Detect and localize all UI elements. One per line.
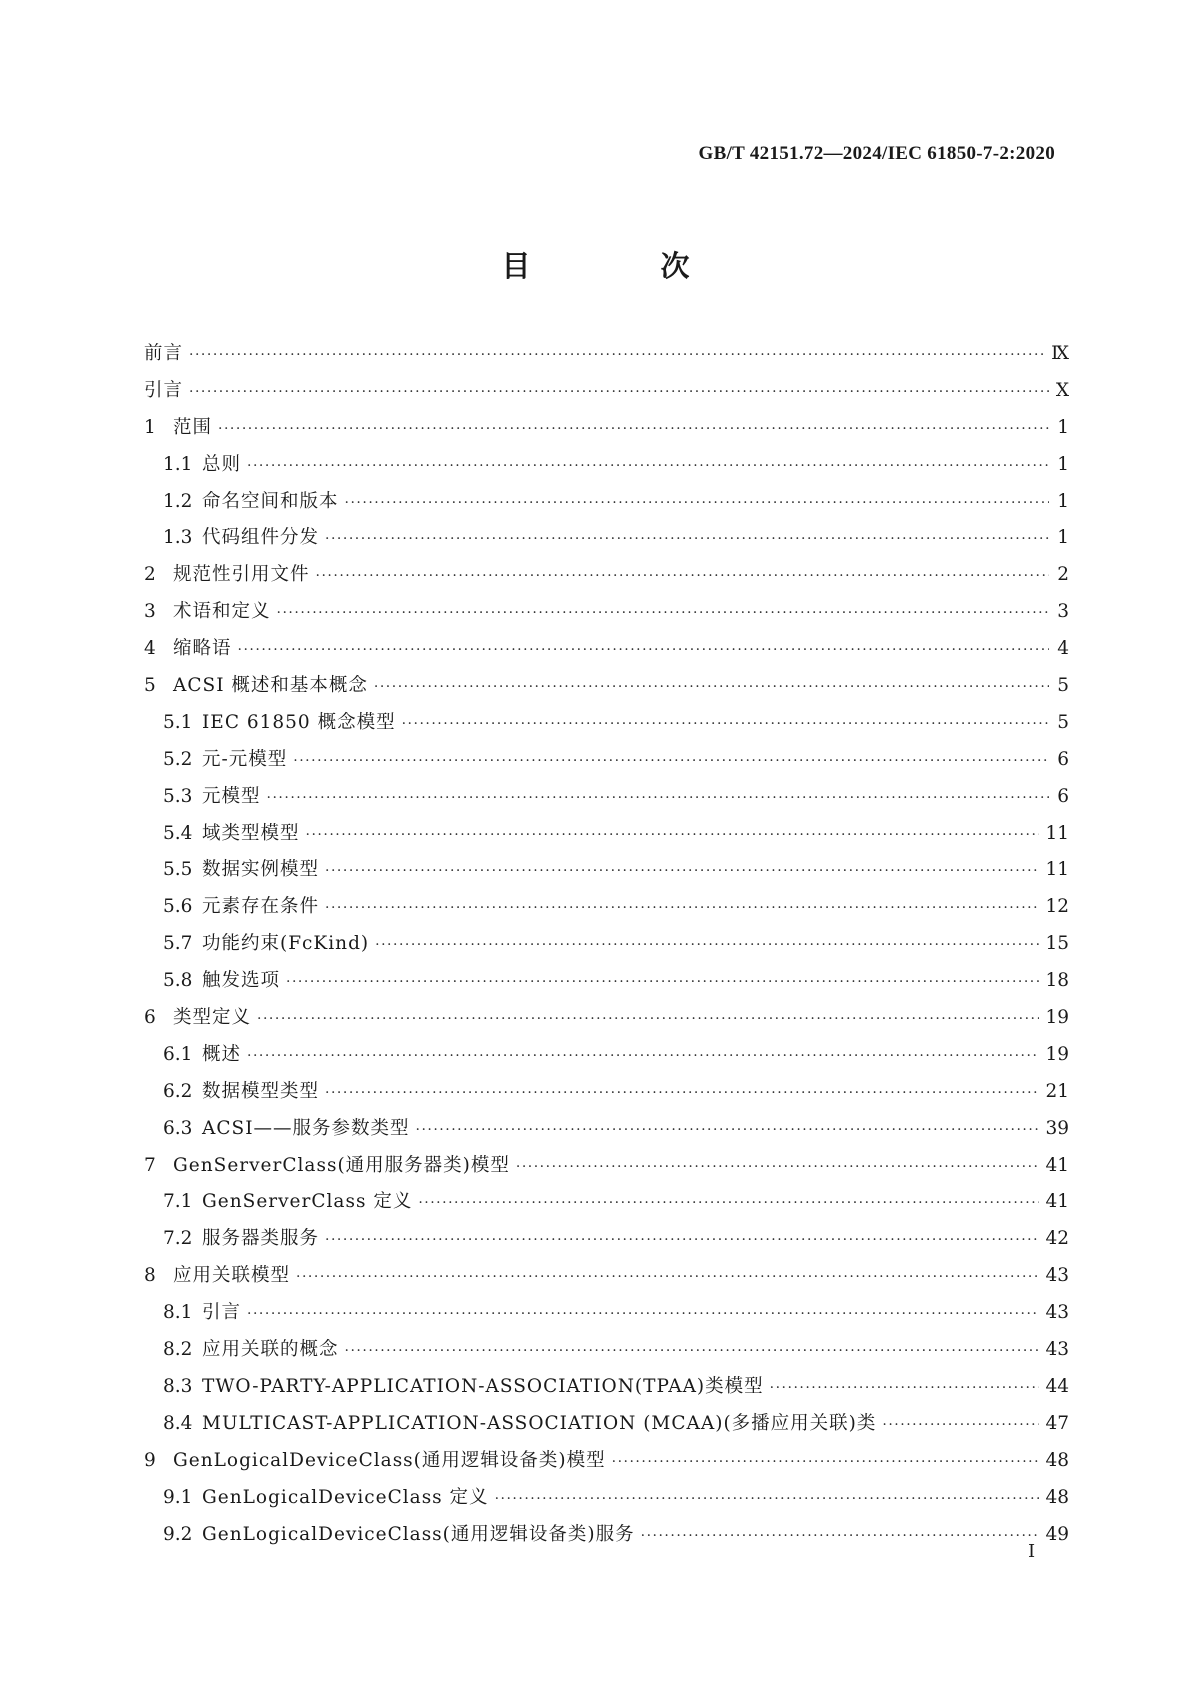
toc-entry-title: GenLogicalDeviceClass(通用逻辑设备类)服务: [202, 1523, 635, 1545]
toc-entry-number: 9.1: [163, 1486, 193, 1508]
toc-entry-page: 19: [1045, 1007, 1069, 1029]
toc-entry-number: 5.4: [163, 822, 193, 844]
toc-entry-page: 11: [1045, 859, 1069, 881]
toc-entry-title: GenLogicalDeviceClass 定义: [202, 1486, 489, 1508]
toc-entry-number: 8.1: [163, 1302, 193, 1324]
page-number: I: [1028, 1541, 1036, 1562]
toc-entry-page: 1: [1057, 416, 1069, 438]
toc-entry-page: 39: [1045, 1117, 1069, 1139]
toc-leader-dots: [641, 1528, 1040, 1544]
toc-entry-number: 5.3: [163, 785, 193, 807]
toc-leader-dots: [267, 790, 1049, 806]
toc-entry[interactable]: [144, 1372, 1069, 1409]
toc-entry[interactable]: [144, 1483, 1069, 1520]
toc-entry-number: 4: [144, 638, 156, 660]
toc-entry-title: GenServerClass(通用服务器类)模型: [173, 1154, 510, 1176]
toc-entry-title: 应用关联的概念: [202, 1339, 339, 1361]
toc-leader-dots: [238, 642, 1049, 658]
toc-entry[interactable]: [144, 597, 1069, 634]
toc-entry-number: 3: [144, 601, 156, 623]
toc-entry-number: 1: [144, 416, 156, 438]
toc-leader-dots: [325, 900, 1039, 916]
toc-entry-title: 引言: [202, 1302, 242, 1324]
toc-leader-dots: [345, 495, 1049, 511]
toc-leader-dots: [325, 1085, 1039, 1101]
toc-entry-number: 7.2: [163, 1228, 193, 1250]
toc-leader-dots: [247, 458, 1049, 474]
toc-entry-page: 21: [1045, 1080, 1069, 1102]
toc-leader-dots: [277, 605, 1049, 621]
toc-entry-page: 48: [1045, 1486, 1069, 1508]
toc-leader-dots: [293, 753, 1049, 769]
toc-leader-dots: [325, 531, 1049, 547]
toc-entry-number: 5: [144, 675, 156, 697]
toc-entry-title: 域类型模型: [202, 822, 300, 844]
toc-entry[interactable]: [144, 782, 1069, 819]
toc-entry-page: 43: [1045, 1265, 1069, 1287]
toc-entry[interactable]: [144, 1224, 1069, 1261]
toc-entry-page: Ⅸ: [1051, 343, 1069, 364]
toc-entry-page: 48: [1045, 1449, 1069, 1471]
toc-entry[interactable]: [144, 1261, 1069, 1298]
toc-entry[interactable]: [144, 1040, 1069, 1077]
toc-entry-page: 4: [1057, 638, 1069, 660]
toc-entry-title: 概述: [202, 1043, 242, 1065]
toc-leader-dots: [247, 1048, 1039, 1064]
toc-leader-dots: [247, 1306, 1039, 1322]
toc-entry-page: 6: [1057, 785, 1069, 807]
toc-entry-page: 47: [1045, 1412, 1069, 1434]
standard-number: GB/T 42151.72—2024/IEC 61850-7-2:2020: [698, 143, 1055, 164]
toc-entry-page: 41: [1045, 1154, 1069, 1176]
toc-entry-number: 1.3: [163, 527, 193, 549]
toc-entry-number: 6.2: [163, 1080, 193, 1102]
toc-entry-title: 应用关联模型: [173, 1265, 291, 1287]
toc-entry-number: 8.4: [163, 1412, 193, 1434]
toc-leader-dots: [375, 937, 1039, 953]
toc-entry-page: 43: [1045, 1302, 1069, 1324]
toc-entry[interactable]: [144, 1187, 1069, 1224]
toc-entry-page: 1: [1057, 453, 1069, 475]
toc-leader-dots: [418, 1195, 1039, 1211]
toc-entry-title: 规范性引用文件: [173, 564, 310, 586]
toc-entry-number: 5.5: [163, 859, 193, 881]
toc-leader-dots: [306, 827, 1040, 843]
toc-entry[interactable]: [144, 892, 1069, 929]
toc-entry-page: 5: [1057, 711, 1069, 733]
toc-entry[interactable]: [144, 487, 1069, 524]
toc-entry-title: 触发选项: [202, 970, 281, 992]
toc-entry-title: 范围: [173, 416, 213, 438]
toc-leader-dots: [257, 1011, 1039, 1027]
toc-entry[interactable]: [144, 708, 1069, 745]
toc-entry-number: 6: [144, 1007, 156, 1029]
toc-entry[interactable]: [144, 560, 1069, 597]
toc-entry-title: 总则: [202, 453, 242, 475]
toc-entry-title: IEC 61850 概念模型: [202, 711, 396, 733]
toc-entry-title: GenServerClass 定义: [202, 1191, 413, 1213]
toc-entry-title: 数据实例模型: [202, 859, 320, 881]
toc-leader-dots: [882, 1417, 1039, 1433]
toc-entry-page: 18: [1045, 970, 1069, 992]
toc-entry-page: 1: [1057, 527, 1069, 549]
toc-leader-dots: [189, 347, 1045, 363]
toc-leader-dots: [495, 1491, 1040, 1507]
toc-entry[interactable]: [144, 819, 1069, 856]
toc-leader-dots: [402, 716, 1049, 732]
page-title: 目 次: [501, 249, 750, 283]
toc-entry[interactable]: [144, 1298, 1069, 1335]
toc-entry-title: MULTICAST-APPLICATION-ASSOCIATION (MCAA)(多播应用关联)类: [202, 1412, 877, 1434]
toc-leader-dots: [325, 863, 1039, 879]
toc-entry-page: 2: [1057, 564, 1069, 586]
toc-leader-dots: [612, 1454, 1040, 1470]
toc-entry-title: 代码组件分发: [202, 527, 320, 549]
toc-entry[interactable]: [144, 671, 1069, 708]
toc-entry-page: 49: [1045, 1523, 1069, 1545]
toc-entry[interactable]: [144, 413, 1069, 450]
toc-entry-page: 6: [1057, 748, 1069, 770]
toc-entry-title: 元-元模型: [202, 748, 288, 770]
toc-entry[interactable]: [144, 1114, 1069, 1151]
toc-entry-number: 1.1: [163, 453, 193, 475]
toc-entry-page: 11: [1045, 822, 1069, 844]
toc-entry[interactable]: [144, 376, 1069, 413]
toc-entry[interactable]: [144, 855, 1069, 892]
toc-entry-title: 缩略语: [173, 638, 232, 660]
toc-entry-page: 43: [1045, 1339, 1069, 1361]
toc-entry-title: 命名空间和版本: [202, 490, 339, 512]
toc-leader-dots: [416, 1122, 1040, 1138]
toc-entry-number: 9: [144, 1449, 156, 1471]
toc-entry[interactable]: [144, 1151, 1069, 1188]
toc-entry-number: 1.2: [163, 490, 193, 512]
toc-entry[interactable]: [144, 1003, 1069, 1040]
toc-entry-page: 19: [1045, 1043, 1069, 1065]
toc-entry-number: 6.3: [163, 1117, 193, 1139]
toc-leader-dots: [189, 384, 1049, 400]
toc-leader-dots: [296, 1269, 1039, 1285]
toc-leader-dots: [770, 1380, 1040, 1396]
toc-entry[interactable]: [144, 339, 1069, 376]
document-header: [699, 143, 1055, 165]
toc-entry[interactable]: [144, 1077, 1069, 1114]
toc-entry-page: 41: [1045, 1191, 1069, 1213]
toc-entry-title: 术语和定义: [173, 601, 271, 623]
toc-leader-dots: [516, 1159, 1040, 1175]
toc-entry[interactable]: [144, 1409, 1069, 1446]
toc-entry-title: 功能约束(FcKind): [202, 933, 370, 955]
toc-entry[interactable]: [144, 1446, 1069, 1483]
toc-entry-number: 8.2: [163, 1339, 193, 1361]
toc-entry-title: 引言: [144, 379, 184, 401]
toc-entry-number: 7.1: [163, 1191, 193, 1213]
table-of-contents: [144, 339, 1069, 1556]
toc-entry-title: 数据模型类型: [202, 1080, 320, 1102]
toc-leader-dots: [325, 1232, 1039, 1248]
toc-entry-page: 1: [1057, 490, 1069, 512]
toc-entry[interactable]: [144, 450, 1069, 487]
toc-entry-title: 元素存在条件: [202, 896, 320, 918]
toc-entry-title: 类型定义: [173, 1007, 252, 1029]
toc-entry-number: 5.8: [163, 970, 193, 992]
toc-entry-number: 7: [144, 1154, 156, 1176]
toc-entry-title: TWO-PARTY-APPLICATION-ASSOCIATION(TPAA)类模型: [202, 1375, 764, 1397]
toc-entry-number: 6.1: [163, 1043, 193, 1065]
toc-leader-dots: [316, 568, 1049, 584]
toc-entry-number: 8.3: [163, 1375, 193, 1397]
toc-entry-number: 5.7: [163, 933, 193, 955]
toc-entry-number: 5.1: [163, 711, 193, 733]
toc-entry[interactable]: [144, 1520, 1069, 1557]
toc-entry-title: ACSI 概述和基本概念: [173, 675, 368, 697]
toc-entry-number: 5.2: [163, 748, 193, 770]
toc-entry-title: ACSI——服务参数类型: [202, 1117, 410, 1139]
toc-entry-page: 12: [1045, 896, 1069, 918]
toc-leader-dots: [374, 679, 1049, 695]
toc-entry-page: 3: [1057, 601, 1069, 623]
toc-entry-number: 5.6: [163, 896, 193, 918]
toc-entry-title: 前言: [144, 343, 184, 364]
toc-entry[interactable]: [144, 1335, 1069, 1372]
toc-entry[interactable]: [144, 966, 1069, 1003]
toc-entry-title: GenLogicalDeviceClass(通用逻辑设备类)模型: [173, 1449, 606, 1471]
toc-entry-page: 5: [1057, 675, 1069, 697]
toc-entry[interactable]: [144, 745, 1069, 782]
toc-leader-dots: [218, 421, 1049, 437]
toc-entry-number: 2: [144, 564, 156, 586]
toc-leader-dots: [345, 1343, 1040, 1359]
toc-entry[interactable]: [144, 523, 1069, 560]
toc-entry-number: 8: [144, 1265, 156, 1287]
toc-entry-page: 15: [1045, 933, 1069, 955]
toc-entry-number: 9.2: [163, 1523, 193, 1545]
toc-leader-dots: [286, 974, 1039, 990]
toc-entry-title: 服务器类服务: [202, 1228, 320, 1250]
toc-entry-page: 44: [1045, 1375, 1069, 1397]
toc-entry-page: Ⅹ: [1055, 379, 1069, 401]
toc-entry-page: 42: [1045, 1228, 1069, 1250]
toc-entry[interactable]: [144, 634, 1069, 671]
toc-entry-title: 元模型: [202, 785, 261, 807]
toc-entry[interactable]: [144, 929, 1069, 966]
